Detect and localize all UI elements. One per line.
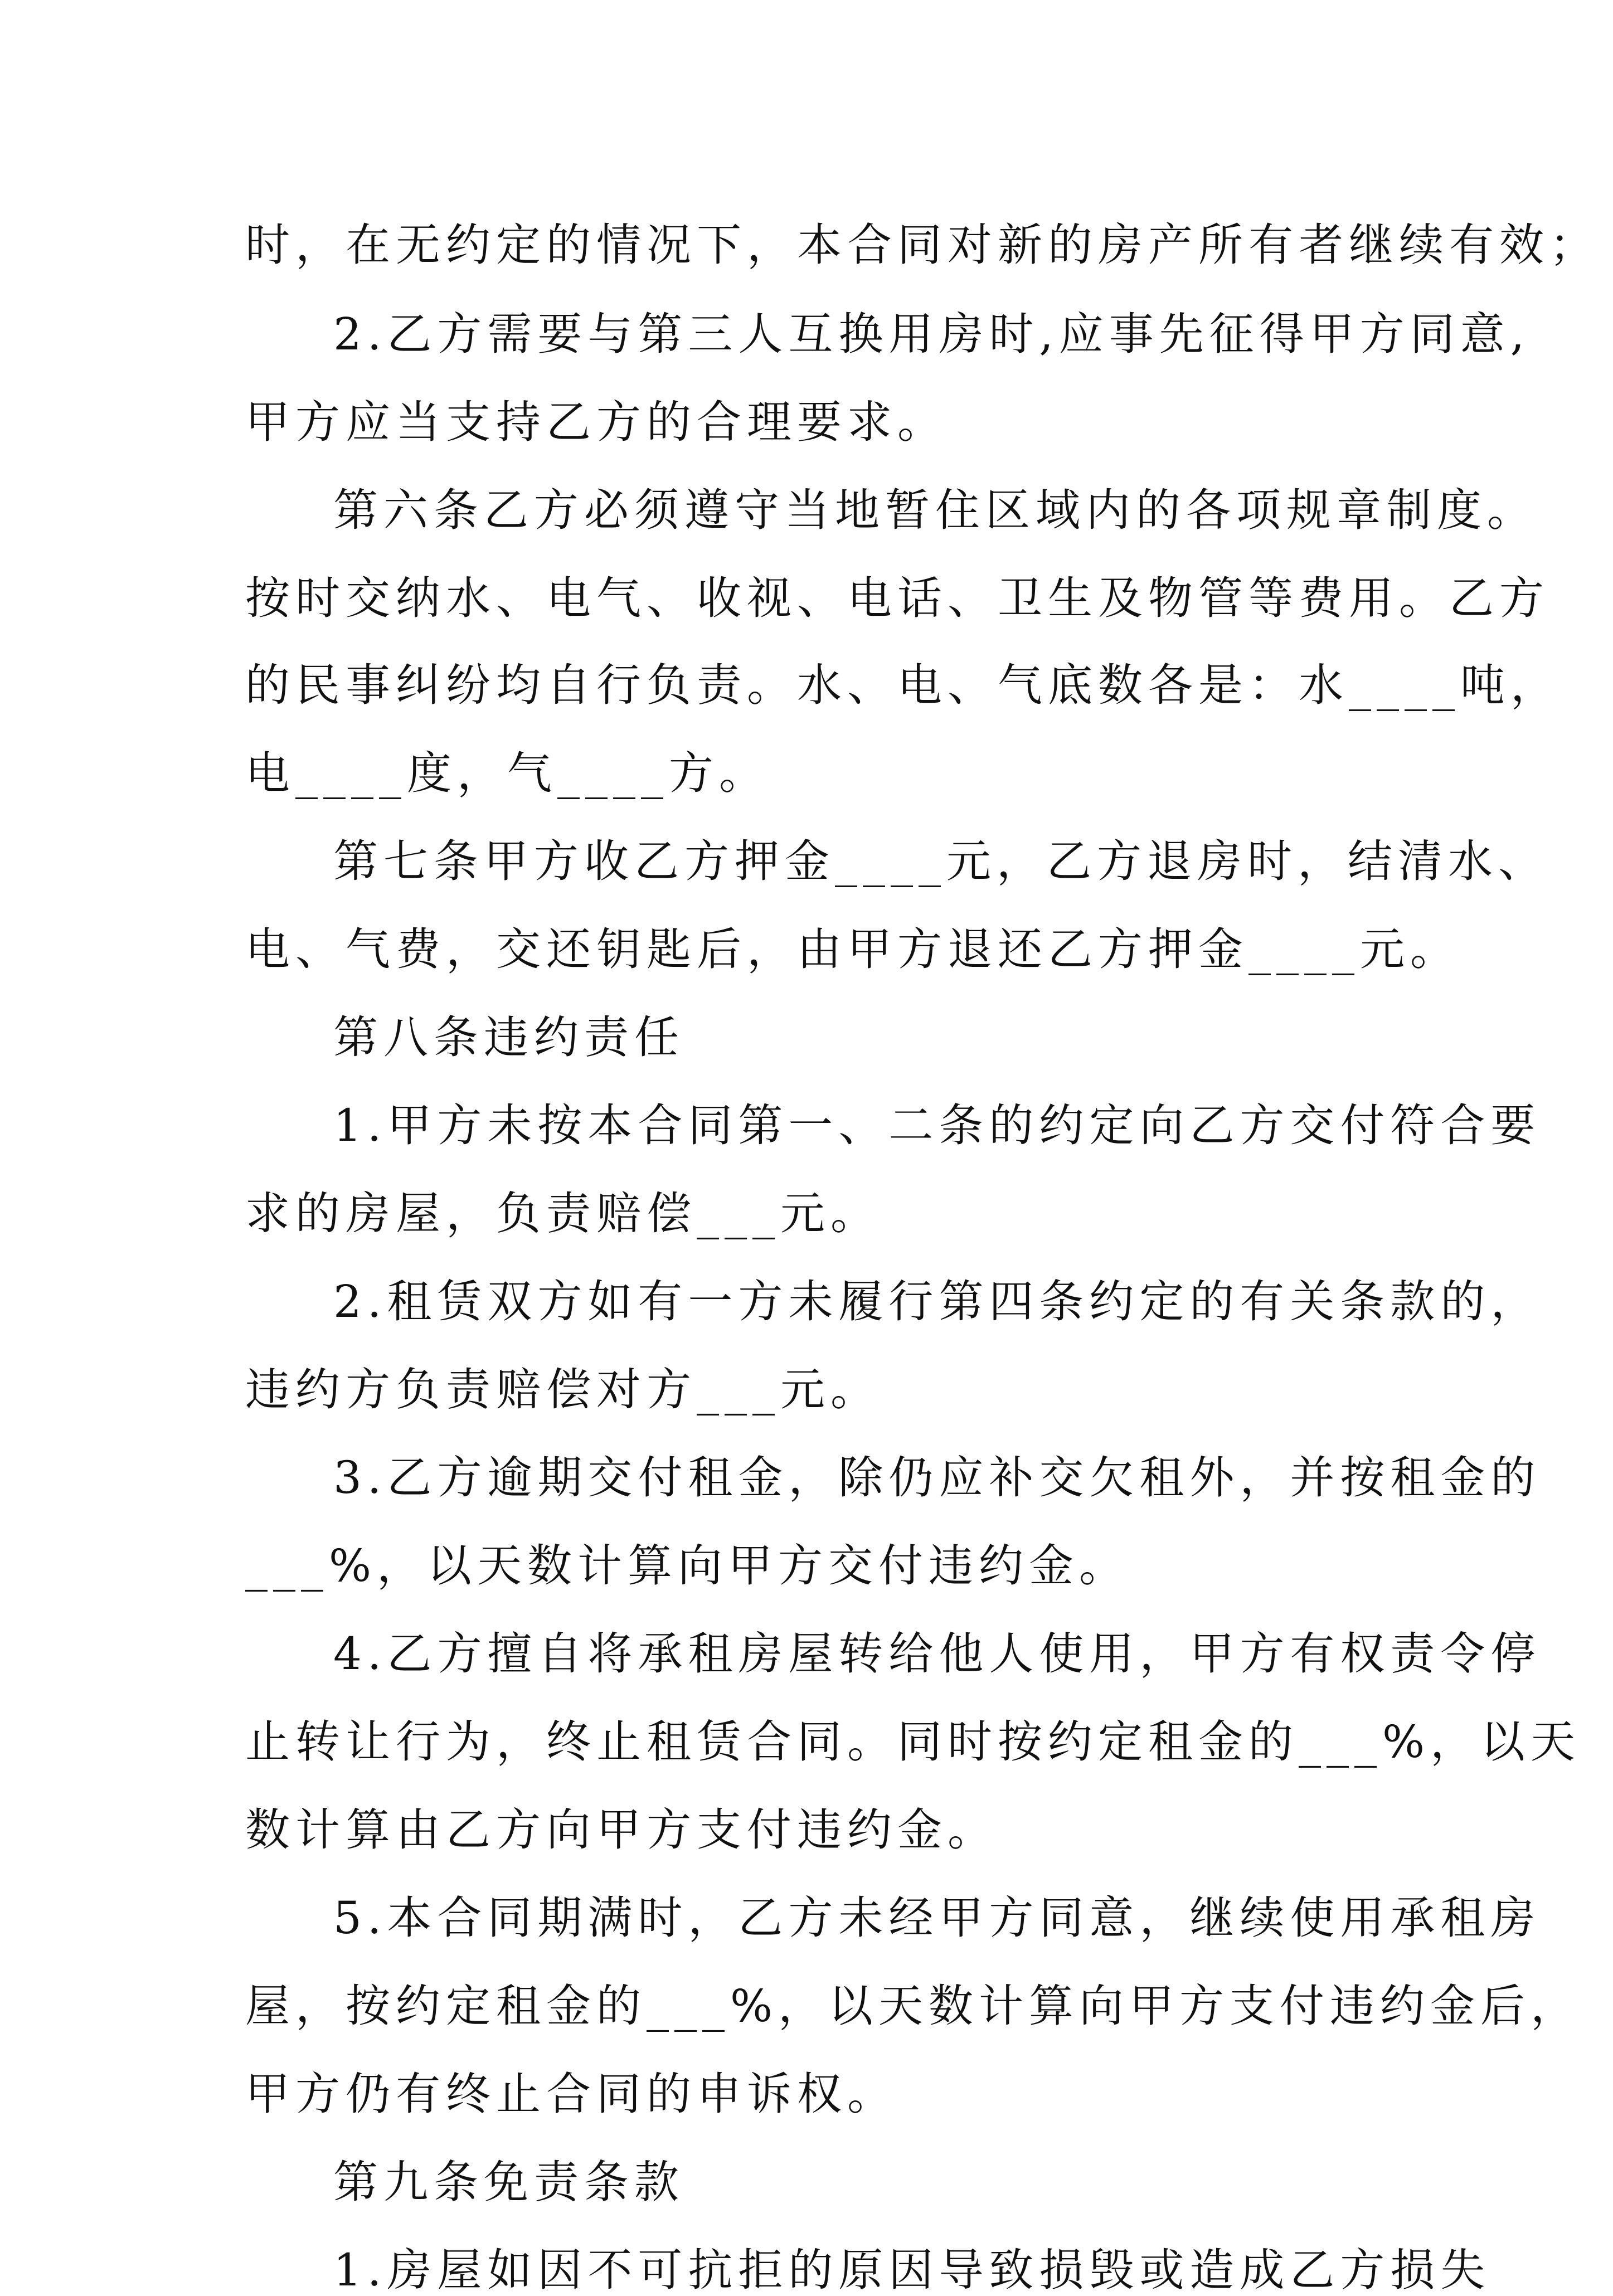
text-line: 3.乙方逾期交付租金，除仍应补交欠租外，并按租金的 — [333, 1452, 1541, 1504]
text-line: 电、气费，交还钥匙后，由甲方退还乙方押金____元。 — [245, 923, 1460, 975]
text-line: ___%，以天数计算向甲方交付违约金。 — [245, 1540, 1130, 1592]
section-heading: 第九条免责条款 — [333, 2156, 684, 2208]
text-line: 按时交纳水、电气、收视、电话、卫生及物管等费用。乙方 — [245, 572, 1549, 624]
text-line: 甲方应当支持乙方的合理要求。 — [245, 396, 948, 448]
text-line: 5.本合同期满时，乙方未经甲方同意，继续使用承租房 — [333, 1892, 1541, 1944]
text-line: 甲方仍有终止合同的申诉权。 — [245, 2068, 897, 2120]
text-line: 2.乙方需要与第三人互换用房时,应事先征得甲方同意, — [333, 308, 1531, 360]
text-line: 数计算由乙方向甲方支付违约金。 — [245, 1804, 998, 1856]
text-line: 屋，按约定租金的___%，以天数计算向甲方支付违约金后， — [245, 1980, 1581, 2032]
text-line: 第七条甲方收乙方押金____元，乙方退房时，结清水、 — [333, 835, 1548, 887]
text-line: 4.乙方擅自将承租房屋转给他人使用，甲方有权责令停 — [333, 1628, 1541, 1680]
text-line: 1.房屋如因不可抗拒的原因导致损毁或造成乙方损失 — [333, 2244, 1491, 2296]
text-line: 第六条乙方必须遵守当地暂住区域内的各项规章制度。 — [333, 484, 1537, 536]
text-line: 电____度，气____方。 — [245, 747, 769, 799]
text-line: 求的房屋，负责赔偿___元。 — [245, 1188, 881, 1239]
text-line: 违约方负责赔偿对方___元。 — [245, 1364, 881, 1415]
text-line: 2.租赁双方如有一方未履行第四条约定的有关条款的， — [333, 1276, 1541, 1327]
text-line: 止转让行为，终止租赁合同。同时按约定租金的___%，以天 — [245, 1716, 1581, 1768]
text-line: 时，在无约定的情况下，本合同对新的房产所有者继续有效； — [245, 219, 1600, 271]
text-line: 的民事纠纷均自行负责。水、电、气底数各是：水____吨， — [245, 659, 1561, 711]
text-line: 1.甲方未按本合同第一、二条的约定向乙方交付符合要 — [333, 1100, 1541, 1151]
section-heading: 第八条违约责任 — [333, 1011, 684, 1063]
